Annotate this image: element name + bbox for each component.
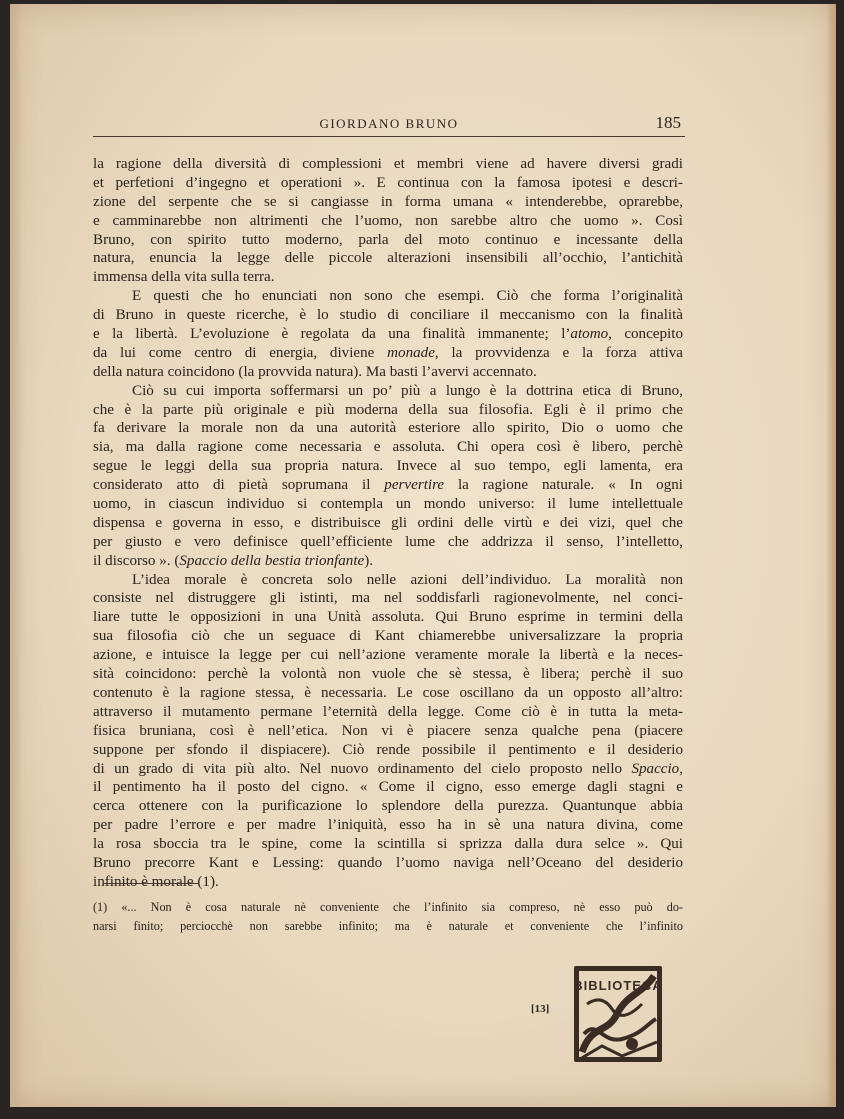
signature-mark: [13] — [531, 1003, 550, 1015]
text-line: cerca ottenere con la purificazione lo splendore della purezza. Quantunque abbia — [93, 798, 683, 815]
text-line: di Bruno in queste ricerche, è lo studio di conciliare il meccanismo con la finalità — [93, 307, 683, 324]
text-line: infinito è morale (1). — [93, 873, 219, 890]
footnote-rule — [103, 883, 199, 884]
text-line: da lui come centro di energia, diviene monade, la provvidenza e la forza attiva — [93, 344, 683, 361]
text-line: Bruno, con spirito tutto moderno, parla del moto continuo e incessante della — [93, 231, 683, 248]
page-number: 185 — [655, 113, 681, 132]
text-line: suppone per sfondo il dispiacere). Ciò rende possibile il pentimento e il desiderio — [93, 741, 683, 758]
text-line: segue le leggi della sua propria natura. Invece al suo tempo, egli lamenta, era — [93, 458, 683, 475]
text-line: e camminarebbe non altrimenti che l’uomo, non sarebbe altro che uomo ». Così — [93, 212, 683, 229]
text-line: L’idea morale è concreta solo nelle azioni dell’individuo. La moralità non — [132, 571, 683, 588]
text-line: immensa della vita sulla terra. — [93, 269, 275, 286]
text-line: il pentimento ha il posto del cigno. « Come il cigno, esso emerge dagli stagni e — [93, 779, 683, 796]
footnote — [93, 899, 683, 937]
text-line: dispensa e governa in esso, e distribuisce gli ordini delle virtù e dei vizi, quel che — [93, 514, 683, 531]
text-line: la ragione della diversità di complessioni et membri viene ad havere diversi gradi — [93, 156, 683, 172]
text-line: zione del serpente che se si cangiasse in forma umana « intenderebbe, oprarebbe, — [93, 193, 683, 210]
footnote-line: (1) «... Non è cosa naturale nè conveniente che l’infinito sia compreso, nè esso può do- — [93, 900, 683, 914]
text-line: consiste nel distruggere gli istinti, ma nel soddisfarli ragionevolmente, nel conci- — [93, 590, 683, 607]
text-line: sua filosofia ciò che un seguace di Kant chiamerebbe universalizzare la propria — [93, 628, 683, 645]
text-line: fisica bruniana, così è nell’etica. Non vi è piacere senza qualche pena (piacere — [93, 722, 683, 739]
text-line: E questi che ho enunciati non sono che esempi. Ciò che forma l’originalità — [132, 288, 683, 305]
text-line: il discorso ». (Spaccio della bestia trionfante). — [93, 552, 374, 569]
text-line: attraverso il mutamento permane l’eternità della legge. Come ciò è in tutta la meta- — [93, 703, 683, 720]
text-line: e la libertà. L’evoluzione è regolata da una finalità immanente; l’atomo, concepito — [93, 326, 683, 343]
text-line: contenuto è la ragione stessa, è necessaria. Le cose oscillano da un opposto all’altro: — [93, 684, 683, 701]
text-line: azione, e intuisce la legge per cui nell’azione veramente morale la libertà e la neces- — [93, 647, 683, 664]
text-line: Bruno precorre Kant e Lessing: quando l’uomo naviga nell’Oceano del desiderio — [93, 854, 683, 871]
library-stamp-graphic — [572, 964, 664, 1064]
text-line: sità coincidono: perchè la volontà non vuole che sè stessa, è libera; perchè il suo — [93, 666, 683, 683]
page-left-edge — [10, 4, 22, 1107]
text-line: sia, ma dalla ragione come necessaria e assoluta. Chi opera così è libero, perchè — [93, 439, 683, 456]
text-line: di un grado di vita più alto. Nel nuovo ordinamento del cielo proposto nello Spaccio, — [93, 760, 683, 777]
text-line: fa derivare la morale non da una autorità esteriore allo spirito, Dio o uomo che — [93, 420, 683, 437]
text-line: la rosa sboccia tra le spine, come la scintilla si sprizza dalla dura selce ». Qui — [93, 836, 683, 853]
library-stamp-text: BIBLIOTECA — [573, 978, 663, 993]
text-line: et perfetioni d’ingegno et operationi ». E continua con la famosa ipotesi e descri- — [93, 174, 683, 191]
page-right-edge — [826, 4, 836, 1107]
text-line: per padre l’errore e per madre l’iniquità, esso ha in sè una natura divina, come — [93, 817, 683, 834]
text-line: considerato atto di pietà soprumana il pervertire la ragione naturale. « In ogni — [93, 477, 683, 494]
text-line: Ciò su cui importa soffermarsi un po’ più a lungo è la dottrina etica di Bruno, — [132, 382, 683, 399]
text-line: liare tutte le opposizioni in una Unità assoluta. Qui Bruno esprime in termini della — [93, 609, 683, 626]
running-title: GIORDANO BRUNO — [319, 116, 459, 131]
body-text — [93, 155, 683, 892]
library-stamp — [572, 964, 664, 1064]
text-line: per giusto e vero definisce quell’efficiente lume che addrizza il senso, l’intelletto, — [93, 533, 683, 550]
text-line: uomo, in ciascun individuo si contempla un mondo universo: il lume intellettuale — [93, 496, 683, 513]
running-header — [93, 112, 685, 137]
text-line: natura, enuncia la legge delle piccole alterazioni insensibili all’occhio, l’antichità — [93, 250, 683, 267]
text-line: della natura coincidono (la provvida natura). Ma basti l’avervi accennato. — [93, 363, 537, 380]
footnote-line: narsi finito; perciocchè non sarebbe infinito; ma è naturale et conveniente che l’infinito — [93, 918, 683, 933]
text-line: che è la parte più originale e più moderna della sua filosofia. Egli è il primo che — [93, 401, 683, 418]
